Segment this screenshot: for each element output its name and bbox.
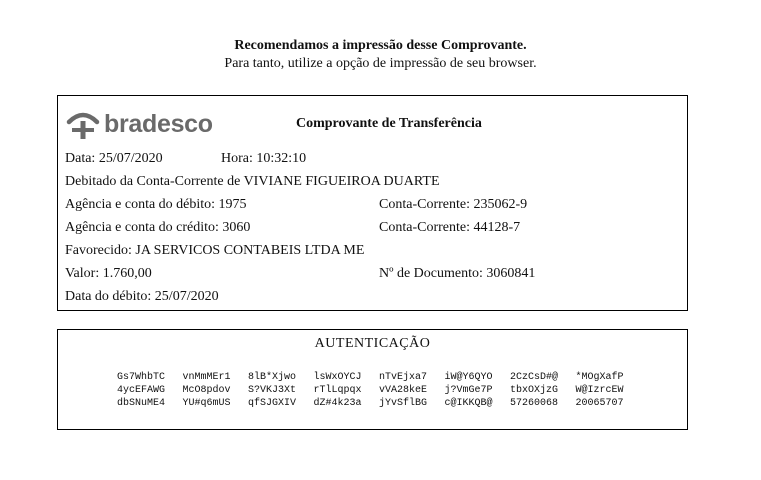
auth-code: 4ycEFAWG — [117, 385, 166, 396]
auth-code: iW@Y6QYO — [444, 372, 493, 383]
debited-account-holder: Debitado da Conta-Corrente de VIVIANE FIGUEIROA DUARTE — [65, 174, 440, 189]
bradesco-wordmark: bradesco — [104, 109, 213, 138]
document-number: Nº de Documento: 3060841 — [379, 266, 536, 281]
debit-date: Data do débito: 25/07/2020 — [65, 289, 219, 304]
auth-code: YU#q6mUS — [182, 398, 231, 409]
auth-code: S?VKJ3Xt — [248, 385, 297, 396]
auth-code: tbxOXjzG — [510, 385, 559, 396]
auth-code: Gs7WhbTC — [117, 372, 166, 383]
auth-code-row — [117, 371, 641, 384]
debit-branch-account: Agência e conta do débito: 1975 — [65, 197, 247, 212]
transfer-time: Hora: 10:32:10 — [221, 151, 307, 166]
auth-code: rTlLqpqx — [313, 385, 362, 396]
auth-code-row — [117, 384, 641, 397]
credit-branch-account: Agência e conta do crédito: 3060 — [65, 220, 251, 235]
auth-code-row — [117, 397, 641, 410]
print-instructions: Para tanto, utilize a opção de impressão de seu browser. — [224, 56, 537, 71]
transfer-date: Data: 25/07/2020 — [65, 151, 163, 166]
auth-code: 8lB*Xjwo — [248, 372, 297, 383]
auth-code: c@IKKQB@ — [444, 398, 493, 409]
auth-code: lsWxOYCJ — [313, 372, 362, 383]
authentication-box — [57, 329, 688, 430]
auth-code: vVA28keE — [379, 385, 428, 396]
auth-code: W@IzrcEW — [575, 385, 624, 396]
authentication-title: AUTENTICAÇÃO — [314, 336, 431, 351]
bradesco-logo — [66, 104, 213, 144]
receipt-title: Comprovante de Transferência — [296, 116, 482, 131]
authentication-codes — [117, 371, 641, 410]
amount: Valor: 1.760,00 — [65, 266, 152, 281]
bradesco-tree-icon — [66, 108, 100, 140]
auth-code: 20065707 — [575, 398, 624, 409]
auth-code: McO8pdov — [182, 385, 231, 396]
auth-code: nTvEjxa7 — [379, 372, 428, 383]
receipt-box — [57, 95, 688, 311]
auth-code: dZ#4k23a — [313, 398, 362, 409]
beneficiary: Favorecido: JA SERVICOS CONTABEIS LTDA ME — [65, 243, 365, 258]
auth-code: 2CzCsD#@ — [510, 372, 559, 383]
print-recommendation: Recomendamos a impressão desse Comprovante. — [234, 38, 527, 53]
auth-code: 57260068 — [510, 398, 559, 409]
auth-code: qfSJGXIV — [248, 398, 297, 409]
auth-code: vnMmMEr1 — [182, 372, 231, 383]
credit-checking-account: Conta-Corrente: 44128-7 — [379, 220, 521, 235]
auth-code: dbSNuME4 — [117, 398, 166, 409]
auth-code: *MOgXafP — [575, 372, 624, 383]
debit-checking-account: Conta-Corrente: 235062-9 — [379, 197, 528, 212]
auth-code: j?VmGe7P — [444, 385, 493, 396]
auth-code: jYvSflBG — [379, 398, 428, 409]
